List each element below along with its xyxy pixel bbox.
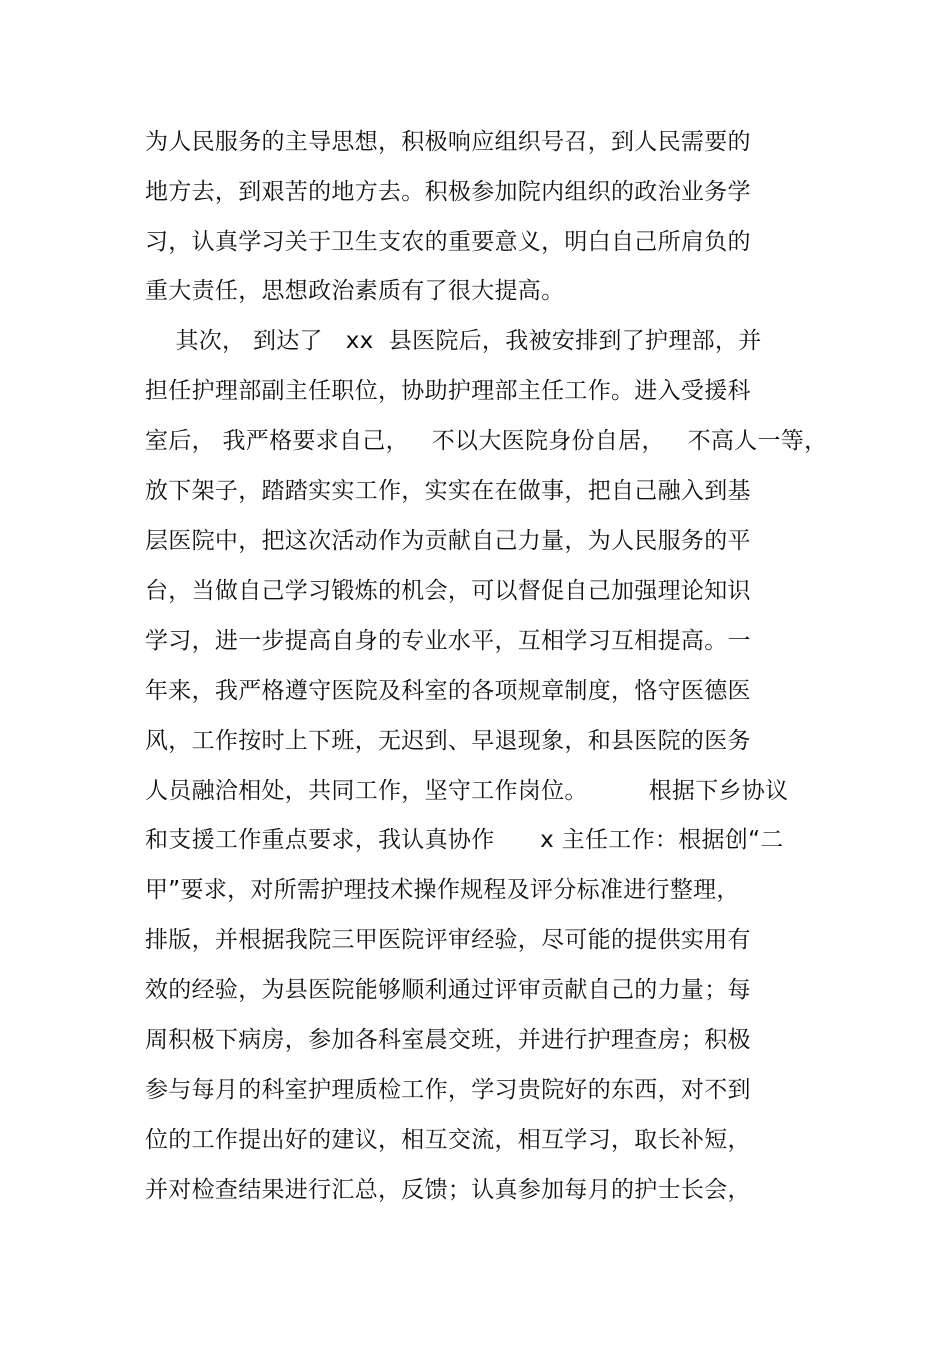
text-line: 担任护理部副主任职位，协助护理部主任工作。进入受援科 [145, 378, 751, 404]
text-line: 排版，并根据我院三甲医院评审经验，尽可能的提供实用有 [145, 927, 751, 953]
text-line: 人员融洽相处，共同工作，坚守工作岗位。 根据下乡协议 [145, 778, 789, 804]
text-line: 风，工作按时上下班，无迟到、早退现象，和县医院的医务 [145, 728, 751, 754]
paragraph-start-line: 其次， 到达了 xx 县医院后，我被安排到了护理部，并 [145, 328, 762, 354]
text-line: 甲”要求，对所需护理技术操作规程及评分标准进行整理， [145, 877, 740, 903]
text-line: 年来，我严格遵守医院及科室的各项规章制度，恪守医德医 [145, 678, 751, 704]
text-line: 位的工作提出好的建议，相互交流，相互学习，取长补短， [145, 1127, 751, 1153]
text-line: 地方去，到艰苦的地方去。积极参加院内组织的政治业务学 [145, 179, 751, 205]
text-line: 学习，进一步提高自身的专业水平，互相学习互相提高。一 [145, 628, 751, 654]
text-line: 周积极下病房，参加各科室晨交班，并进行护理查房；积极 [145, 1027, 751, 1053]
text-line: 和支援工作重点要求，我认真协作 x 主任工作：根据创“二 [145, 827, 784, 853]
text-line: 参与每月的科室护理质检工作，学习贵院好的东西，对不到 [145, 1077, 751, 1103]
text-line: 台，当做自己学习锻炼的机会，可以督促自己加强理论知识 [145, 578, 751, 604]
text-line: 效的经验，为县医院能够顺利通过评审贡献自己的力量；每 [145, 977, 751, 1003]
text-line: 放下架子，踏踏实实工作，实实在在做事，把自己融入到基 [145, 478, 751, 504]
text-line: 习，认真学习关于卫生支农的重要意义，明白自己所肩负的 [145, 229, 751, 255]
text-line: 层医院中，把这次活动作为贡献自己力量，为人民服务的平 [145, 528, 751, 554]
text-line: 室后， 我严格要求自己， 不以大医院身份自居， 不高人一等， [145, 428, 828, 454]
text-line: 为人民服务的主导思想，积极响应组织号召，到人民需要的 [145, 129, 751, 155]
text-line: 并对检查结果进行汇总，反馈；认真参加每月的护士长会， [145, 1177, 751, 1203]
text-line: 重大责任，思想政治素质有了很大提高。 [145, 278, 565, 304]
